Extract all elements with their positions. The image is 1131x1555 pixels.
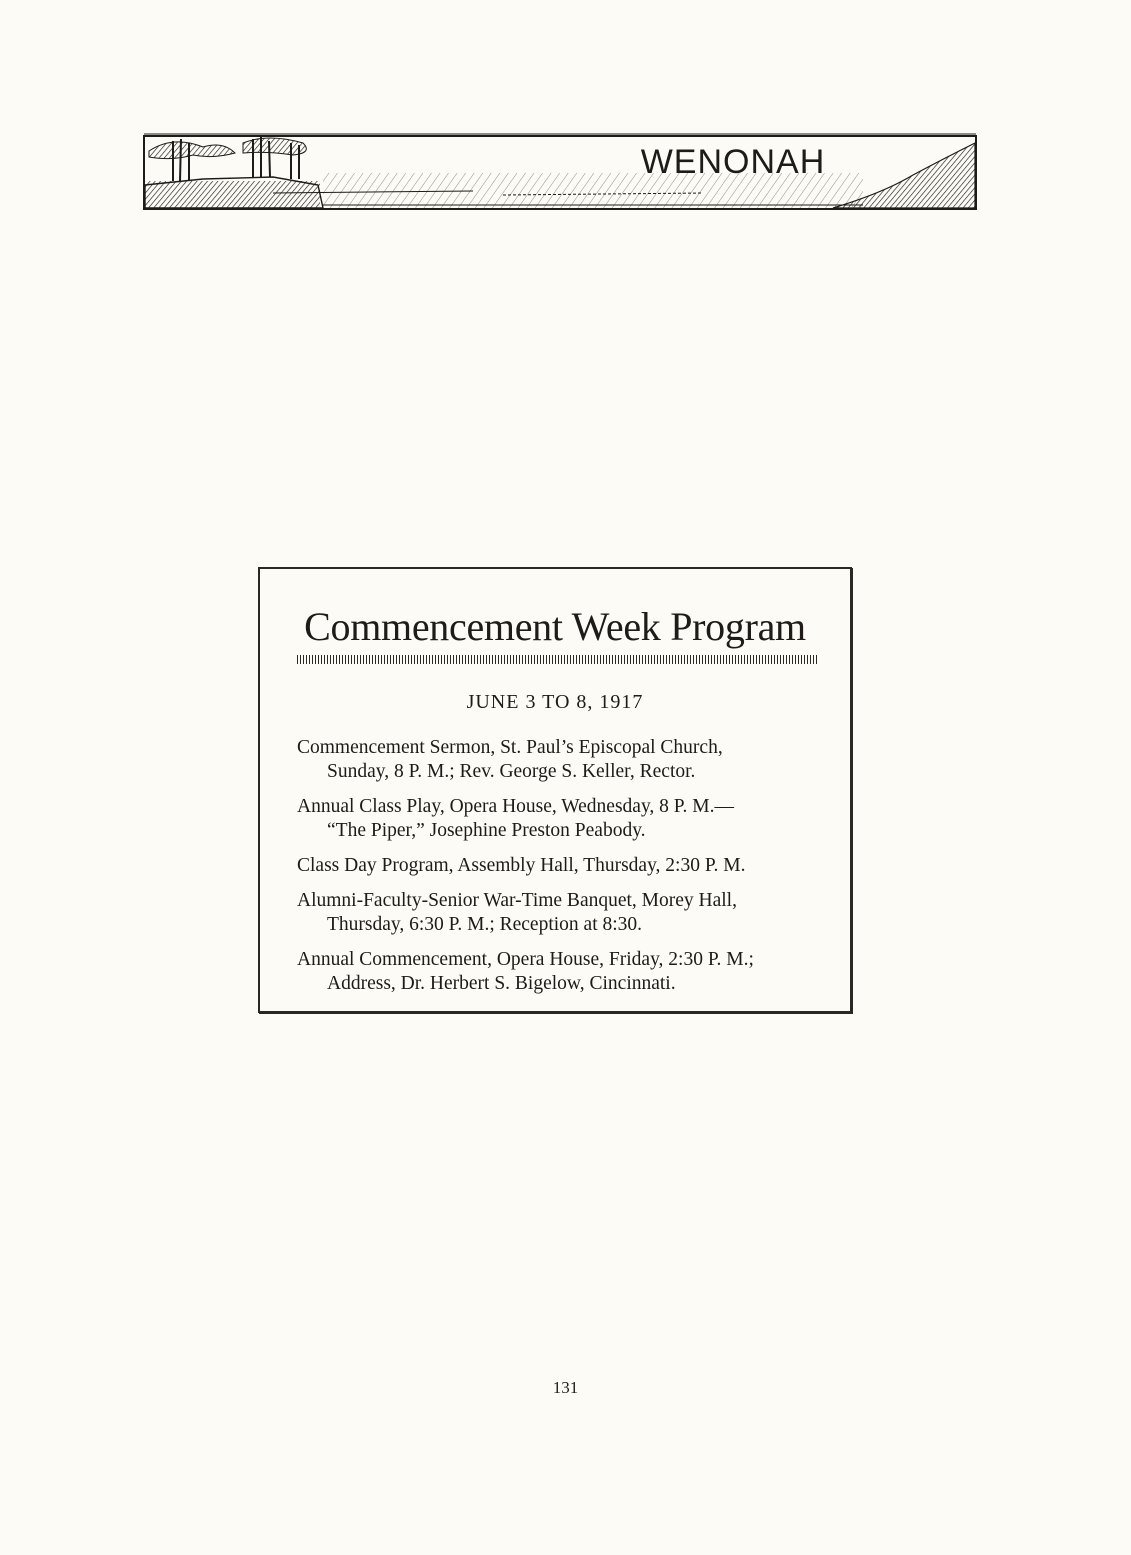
hatched-rule-divider bbox=[297, 655, 819, 664]
page-number: 131 bbox=[552, 1378, 579, 1397]
event-item-class-play bbox=[297, 795, 825, 843]
event-item-commencement bbox=[297, 948, 825, 996]
event-line-continued: Address, Dr. Herbert S. Bigelow, Cincinnati. bbox=[327, 973, 676, 994]
event-item-banquet bbox=[297, 889, 825, 937]
commencement-program-box bbox=[258, 567, 852, 1013]
event-item-sermon bbox=[297, 736, 825, 784]
wenonah-header-banner bbox=[143, 133, 977, 211]
event-item-class-day bbox=[297, 854, 825, 878]
event-line: Annual Commencement, Opera House, Friday, 2:30 P. M.; bbox=[297, 949, 754, 970]
event-list bbox=[297, 736, 825, 1007]
event-line: Alumni-Faculty-Senior War-Time Banquet, Morey Hall, bbox=[297, 890, 737, 911]
event-line: Annual Class Play, Opera House, Wednesday, 8 P. M.— bbox=[297, 796, 734, 817]
event-line: Class Day Program, Assembly Hall, Thursday, 2:30 P. M. bbox=[297, 855, 746, 876]
event-line-continued: Thursday, 6:30 P. M.; Reception at 8:30. bbox=[327, 914, 643, 935]
program-dates: JUNE 3 TO 8, 1917 bbox=[466, 691, 644, 713]
event-line: Commencement Sermon, St. Paul’s Episcopal Church, bbox=[297, 737, 723, 758]
banner-title: WENONAH bbox=[640, 143, 826, 181]
event-line-continued: Sunday, 8 P. M.; Rev. George S. Keller, Rector. bbox=[327, 761, 696, 782]
event-line-continued: “The Piper,” Josephine Preston Peabody. bbox=[327, 820, 646, 841]
program-title: Commencement Week Program bbox=[304, 604, 806, 649]
